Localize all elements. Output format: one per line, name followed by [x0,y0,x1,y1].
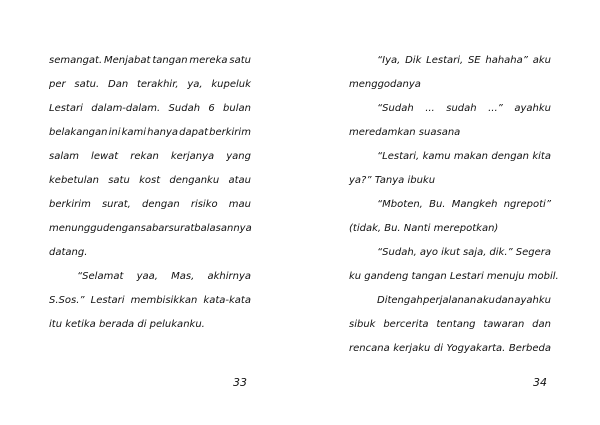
word: SE [467,55,481,66]
word: dapat [179,127,209,138]
word: akhirnya [207,271,251,282]
word: tawaran [483,319,525,330]
word: ...” [488,103,503,114]
word: dengan [102,223,141,234]
text-line [77,271,251,283]
word: Segera [515,247,551,258]
text-line [377,199,551,211]
word: ... [425,103,435,114]
word: Lestari, [426,55,464,66]
word: “Sudah [377,103,414,114]
word: denganku [169,175,220,186]
text-line [377,295,551,307]
word: “Lestari, [377,151,420,162]
right-page [300,0,600,425]
word: ikut [441,247,460,258]
word: yang [226,151,251,162]
text-line [49,55,251,67]
word: risiko [190,199,218,210]
word: perjalanan [423,295,477,306]
word: mereka [189,55,228,66]
word: semangat. [49,55,103,66]
word: sibuk [349,319,376,330]
word: ya, [187,79,203,90]
text-line [377,103,551,115]
text-line [49,103,251,115]
word: Berbeda [508,343,551,354]
word: satu. [74,79,100,90]
word: bulan [223,103,251,114]
word: rekan [130,151,159,162]
word: Mangkeh [451,199,498,210]
word: kata-kata [203,295,251,306]
word: ngrepoti” [503,199,551,210]
word: kupeluk [211,79,251,90]
word: mau [228,199,251,210]
text-line [49,79,251,91]
text-line [49,175,251,187]
text-line [377,151,551,163]
page-number: 34 [533,376,547,389]
word: Sudah [168,103,201,114]
word: kerjanya [170,151,215,162]
word: satu [229,55,251,66]
word: sabar [140,223,169,234]
word: dan [532,319,551,330]
text-line: (tidak, Bu. Nanti merepotkan) [349,223,499,234]
word: Dik [405,55,422,66]
text-line [377,55,551,67]
text-line [49,127,251,139]
word: atau [228,175,251,186]
word: kamu [422,151,451,162]
text-line: datang. [49,247,88,258]
word: balasannya [194,223,252,234]
word: Lestari [90,295,125,306]
word: yaa, [136,271,158,282]
word: salam [49,151,79,162]
word: “Sudah, [377,247,417,258]
text-line: menggodanya [349,79,421,90]
text-line [349,319,551,331]
word: Yogyakarta. [446,343,506,354]
word: Menjabat [104,55,151,66]
word: “Selamat [77,271,124,282]
word: menunggu [49,223,103,234]
text-line [349,343,551,355]
word: di [433,343,443,354]
word: kost [139,175,161,186]
word: “Mboten, [377,199,423,210]
word: saja, [462,247,487,258]
word: kerjaku [393,343,431,354]
word: belakangan [49,127,108,138]
word: ayo [419,247,439,258]
word: Dan [108,79,129,90]
text-line [49,199,251,211]
word: rencana [349,343,390,354]
word: berkirim [209,127,251,138]
word: ayahku [514,103,551,114]
word: kita [532,151,551,162]
word: 6 [208,103,215,114]
word: membisikkan [130,295,198,306]
word: Lestari [49,103,83,114]
word: dalam-dalam. [91,103,161,114]
word: bercerita [383,319,429,330]
word: ini [108,127,121,138]
word: Bu. [429,199,446,210]
word: hahaha” [485,55,528,66]
text-line [49,295,251,307]
word: per [49,79,66,90]
word: aku [532,55,551,66]
word: lewat [91,151,119,162]
word: Mas, [171,271,195,282]
text-line [377,247,551,259]
word: kebetulan [49,175,99,186]
word: dengan [491,151,530,162]
word: terakhir, [136,79,179,90]
word: hanya [147,127,179,138]
word: Ditengah [377,295,423,306]
word: makan [453,151,489,162]
word: dan [495,295,515,306]
page-number: 33 [233,376,247,389]
word: S.Sos.” [49,295,85,306]
word: aku [476,295,495,306]
word: ayahku [514,295,551,306]
word: tangan [152,55,188,66]
word: sudah [446,103,477,114]
word: dik.” [489,247,513,258]
text-line: itu ketika berada di pelukanku. [49,319,205,330]
word: dengan [142,199,180,210]
word: surat [168,223,195,234]
word: tentang [436,319,476,330]
word: surat, [101,199,131,210]
word: satu [108,175,130,186]
text-line [49,223,251,235]
text-line: meredamkan suasana [349,127,461,138]
text-line: ku gandeng tangan Lestari menuju mobil. [349,271,559,282]
word: kami [121,127,147,138]
word: berkirim [49,199,91,210]
word: “Iya, [377,55,401,66]
text-line: ya?” Tanya ibuku [349,175,436,186]
text-line [49,151,251,163]
